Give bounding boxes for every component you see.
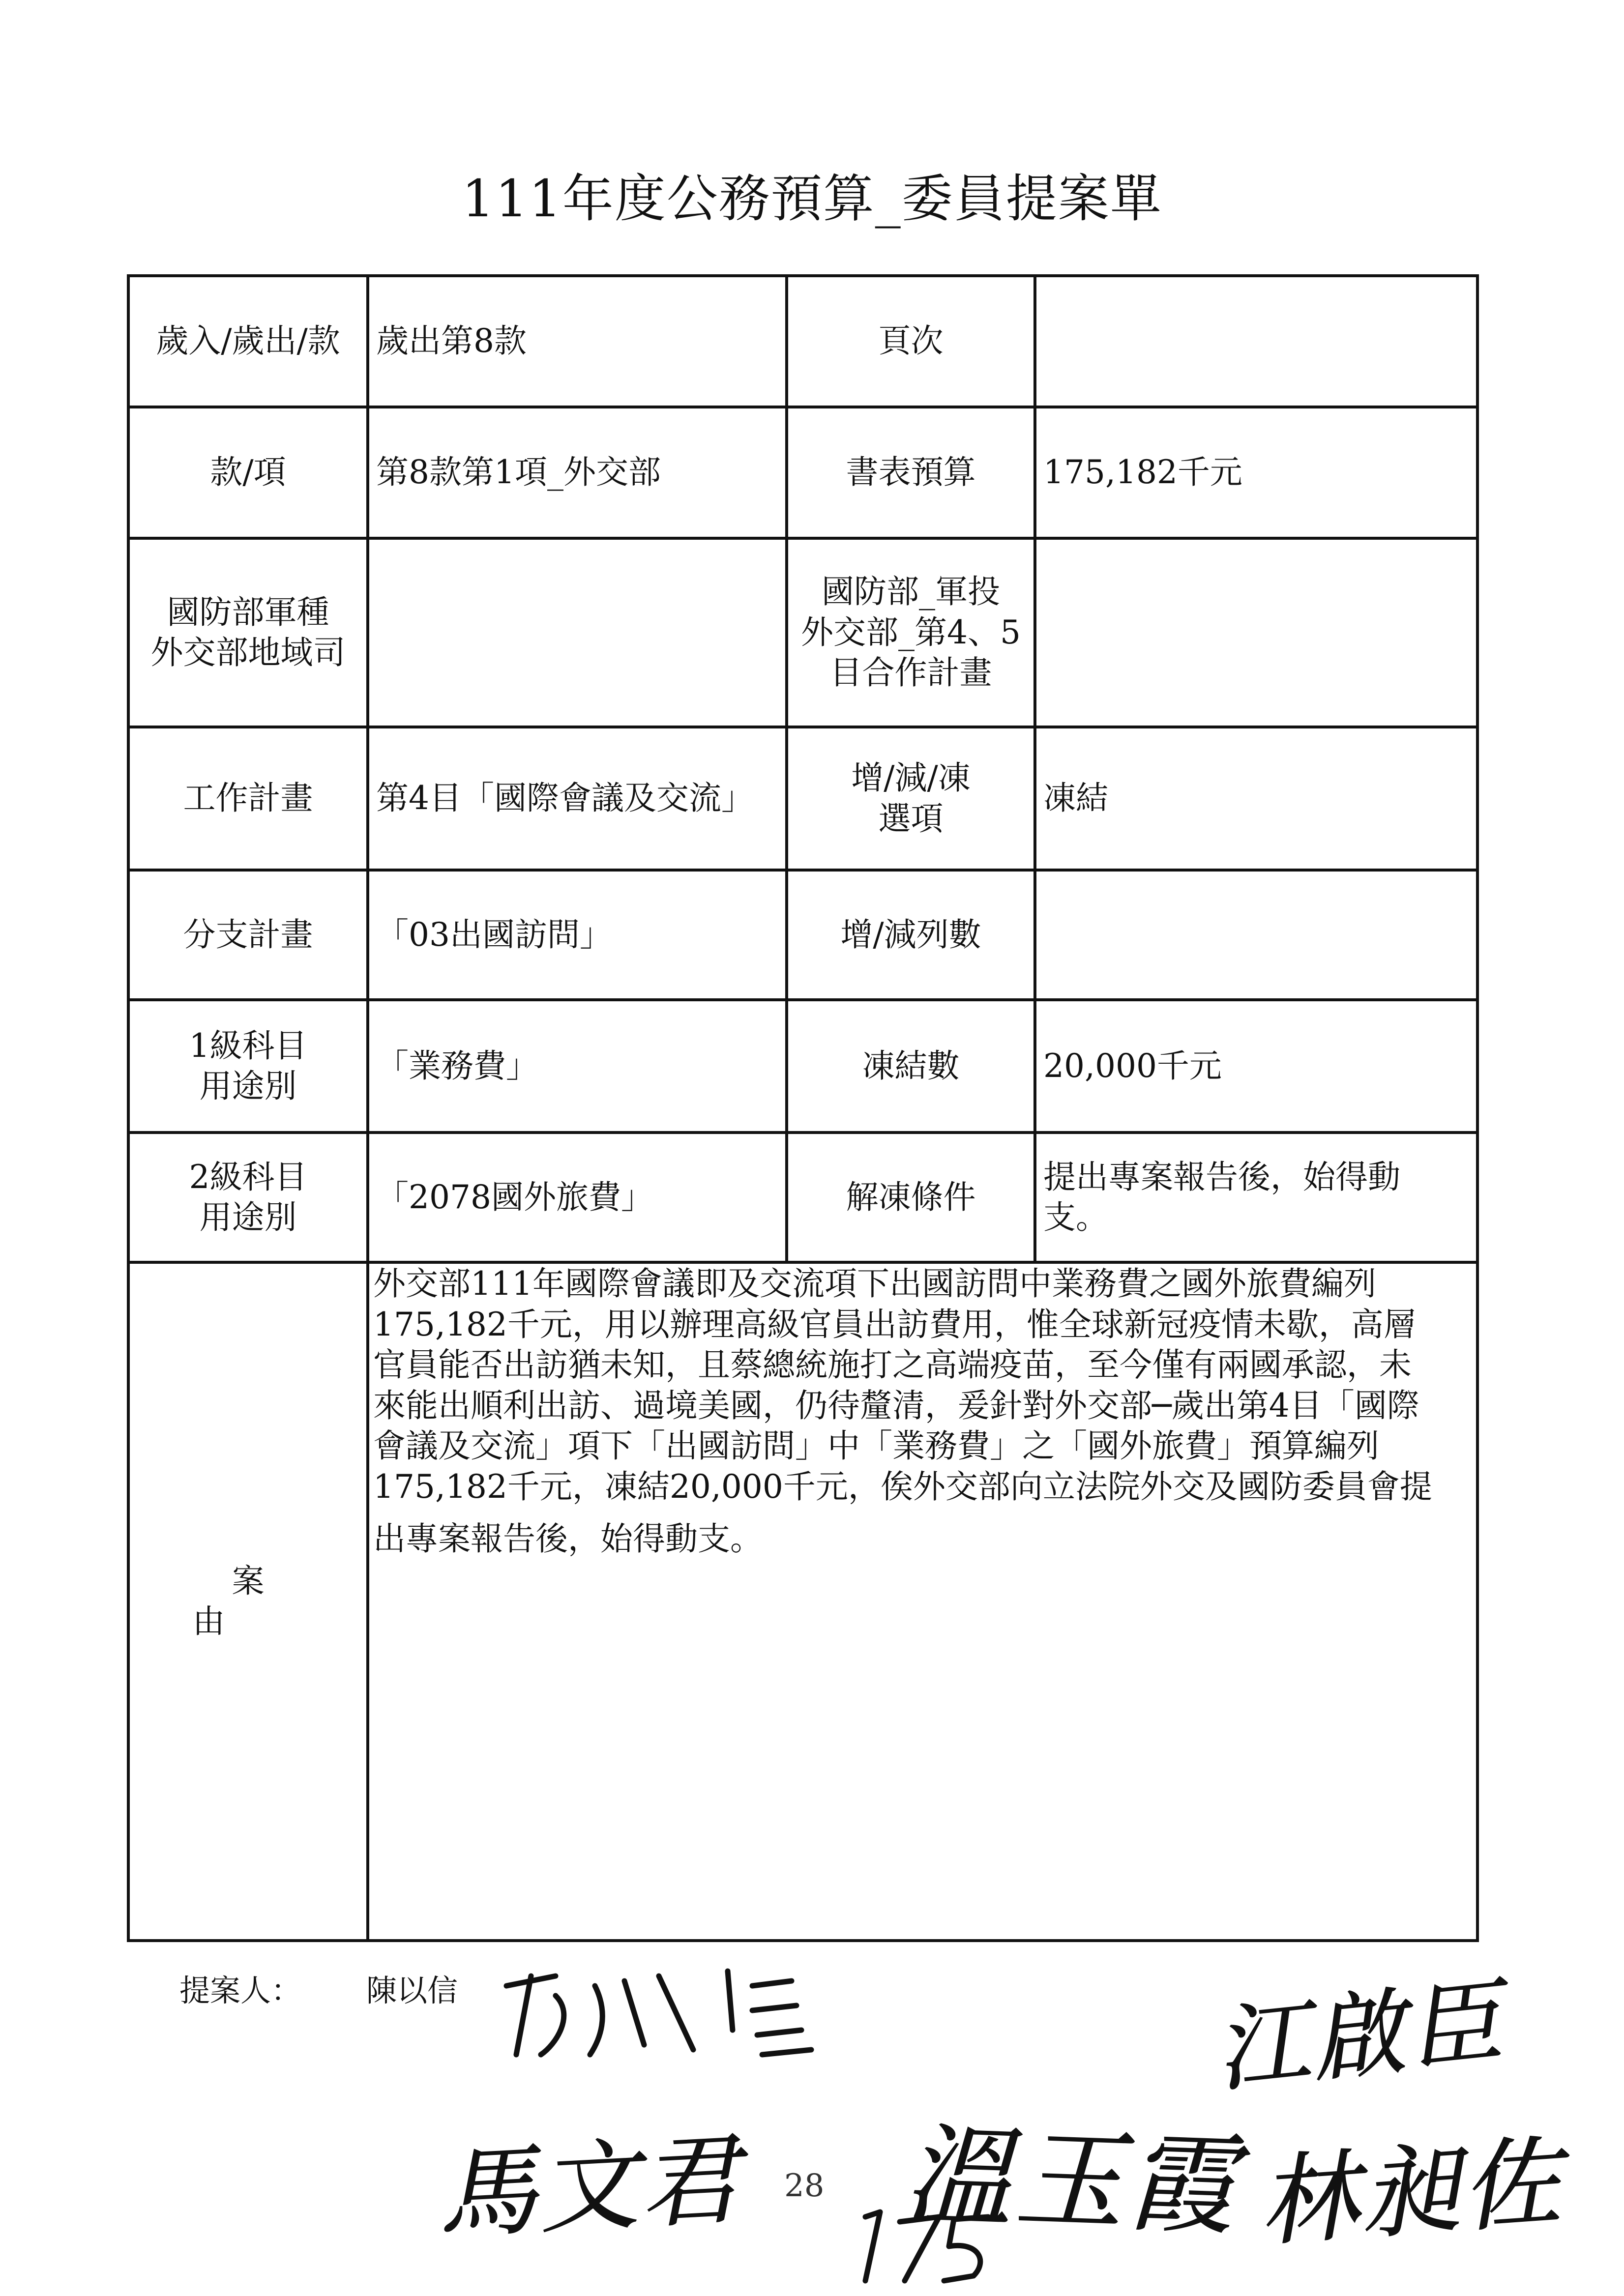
handwritten-number [846, 2197, 1003, 2286]
form-row [128, 727, 1477, 870]
form-row [128, 1133, 1477, 1262]
field-label: 歲入/歲出/款 [128, 276, 368, 407]
field-value [368, 538, 787, 727]
field-label: 解凍條件 [787, 1133, 1035, 1262]
page-title: 111年度公務預算_委員提案單 [462, 169, 1162, 229]
field-label: 凍結數 [787, 1000, 1035, 1133]
signature-1 [497, 1956, 841, 2069]
case-line: 175,182千元，凍結20,000千元，俟外交部向立法院外交及國防委員會提 [373, 1467, 1432, 1506]
field-label: 頁次 [787, 276, 1035, 407]
field-value: 175,182千元 [1035, 407, 1477, 538]
form-row [128, 407, 1477, 538]
proposal-form-table [127, 274, 1479, 1942]
case-label: 案由 [128, 1262, 368, 1941]
proposer-name: 陳以信 [366, 1973, 458, 2008]
field-label: 國防部_軍投 外交部_第4、5 目合作計畫 [787, 538, 1035, 727]
form-row [128, 1000, 1477, 1133]
field-label: 款/項 [128, 407, 368, 538]
field-label: 分支計畫 [128, 870, 368, 1000]
page-number: 28 [784, 2168, 825, 2204]
field-value [1035, 870, 1477, 1000]
field-label: 2級科目 用途別 [128, 1133, 368, 1262]
signature-3: 溫玉霞 [902, 2112, 1240, 2250]
field-label: 增/減/凍 選項 [787, 727, 1035, 870]
field-value [1035, 538, 1477, 727]
field-value [1035, 276, 1477, 407]
case-text [368, 1262, 1477, 1941]
field-value: 歲出第8款 [368, 276, 787, 407]
proposer-label: 提案人： [179, 1973, 302, 2008]
signature-4: 江啟臣 [1210, 1967, 1509, 2106]
form-row [128, 276, 1477, 407]
field-label: 書表預算 [787, 407, 1035, 538]
field-label: 國防部軍種 外交部地域司 [128, 538, 368, 727]
case-line: 175,182千元，用以辦理高級官員出訪費用，惟全球新冠疫情未歇，高層 [373, 1305, 1416, 1343]
case-line: 來能出順利出訪、過境美國，仍待釐清，爰針對外交部─歲出第4目「國際 [373, 1386, 1419, 1424]
case-line: 官員能否出訪猶未知，且蔡總統施打之高端疫苗，至今僅有兩國承認，未 [373, 1346, 1412, 1384]
field-value: 第4目「國際會議及交流」 [368, 727, 787, 870]
field-value: 第8款第1項_外交部 [368, 407, 787, 538]
field-value: 「2078國外旅費」 [368, 1133, 787, 1262]
form-row [128, 538, 1477, 727]
field-value: 凍結 [1035, 727, 1477, 870]
field-value: 「業務費」 [368, 1000, 787, 1133]
form-row [128, 870, 1477, 1000]
field-value: 「03出國訪問」 [368, 870, 787, 1000]
case-row [128, 1262, 1477, 1941]
case-line: 會議及交流」項下「出國訪問」中「業務費」之「國外旅費」預算編列 [373, 1427, 1379, 1465]
field-label: 增/減列數 [787, 870, 1035, 1000]
field-label: 工作計畫 [128, 727, 368, 870]
field-label: 1級科目 用途別 [128, 1000, 368, 1133]
case-line: 出專案報告後，始得動支。 [373, 1520, 763, 1558]
field-value: 提出專案報告後，始得動 支。 [1035, 1133, 1477, 1262]
field-value: 20,000千元 [1035, 1000, 1477, 1133]
case-line: 外交部111年國際會議即及交流項下出國訪問中業務費之國外旅費編列 [373, 1265, 1376, 1303]
signature-2: 馬文君 [435, 2122, 745, 2253]
signature-5: 林昶佐 [1255, 2124, 1567, 2261]
